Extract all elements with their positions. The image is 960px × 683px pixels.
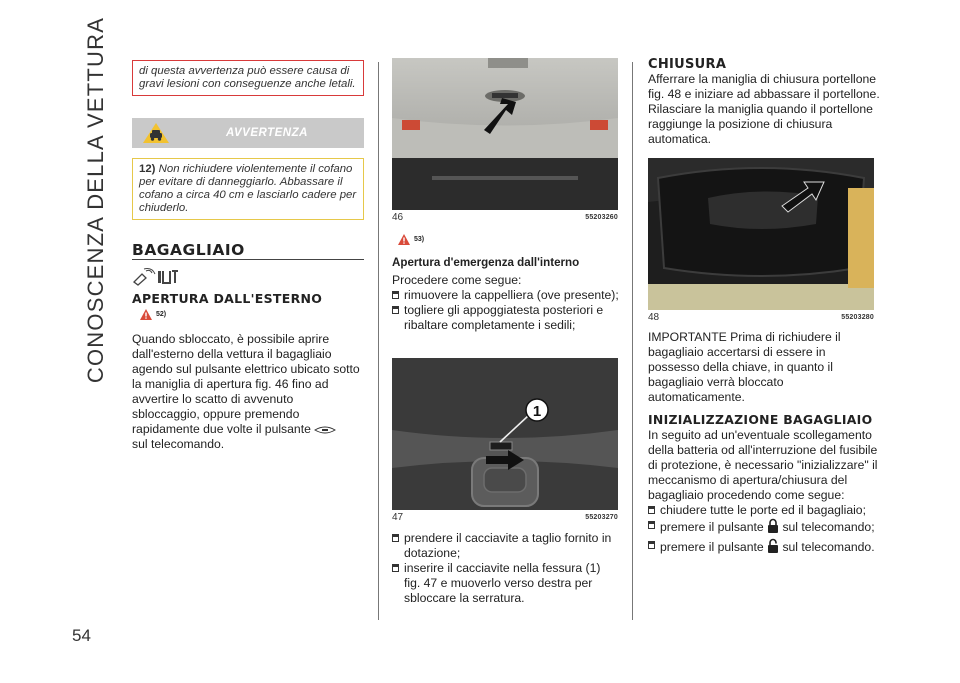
column-divider	[632, 62, 633, 620]
section-title: CONOSCENZA DELLA VETTURA	[83, 16, 108, 384]
ref-number: 52)	[156, 311, 167, 318]
red-note-box	[132, 60, 364, 96]
steps-list-2	[392, 531, 620, 606]
column-divider	[378, 62, 379, 620]
heading-rule	[132, 259, 364, 260]
para-apertura-tail: sul telecomando.	[132, 437, 225, 451]
figure-47-number: 47	[392, 512, 404, 523]
warning-triangle-icon	[140, 309, 152, 320]
ref-warning-2	[398, 234, 424, 245]
warning-triangle-icon	[398, 234, 410, 245]
figure-47-caption	[392, 512, 618, 523]
page-number: 54	[72, 626, 91, 645]
list-item: togliere gli appoggiatesta posteriori e ribaltare completamente i sedili;	[392, 303, 620, 333]
para-inizializzazione	[648, 428, 882, 555]
para-apertura	[132, 332, 364, 452]
figure-46-image	[392, 58, 618, 210]
subheading-apertura-esterno: APERTURA DALL'ESTERNO	[132, 291, 323, 306]
steps-list-1	[392, 273, 620, 333]
warning-title: AVVERTENZA	[226, 127, 308, 139]
list-item-tail: sul telecomando.	[782, 540, 875, 554]
figure-48-image	[648, 158, 874, 310]
warning-number: 12)	[139, 163, 156, 175]
figure-46-number: 46	[392, 212, 404, 223]
section-sidebar	[70, 16, 122, 384]
unlock-icon	[767, 538, 779, 553]
warning-header	[132, 118, 364, 148]
list-item	[648, 518, 882, 535]
heading-inizializzazione: INIZIALIZZAZIONE BAGAGLIAIO	[648, 412, 873, 427]
important-note: IMPORTANTE Prima di richiudere il bagagliaio accertarsi di essere in possesso della chiave, in quanto il bagagliaio verrà bloccato automaticamente.	[648, 330, 841, 404]
lock-icon	[767, 518, 779, 533]
para-apertura-text: Quando sbloccato, è possibile aprire dall'esterno della vettura il bagagliaio agendo sul pulsante elettrico ubicato sotto la maniglia di apertura fig. 46 fino ad avvertire lo scatto di avvenuto sbloccaggio, oppure premendo rapidamente due volte il pulsante	[132, 332, 360, 436]
figure-46-code: 55203260	[585, 214, 618, 221]
para-chiusura: Afferrare la maniglia di chiusura portellone fig. 48 e iniziare ad abbassare il portellone. Rilasciare la maniglia quando il portellone raggiunge la posizione di chiusura automatica.	[648, 72, 880, 146]
electronic-key-icon	[132, 268, 178, 286]
heading-chiusura: CHIUSURA	[648, 57, 727, 72]
car-warning-icon	[142, 122, 170, 144]
list-item-text: premere il pulsante	[660, 520, 764, 534]
figure-46-caption	[392, 212, 618, 223]
list-item	[648, 538, 882, 555]
figure-48-number: 48	[648, 312, 660, 323]
figure-48-caption	[648, 312, 874, 323]
red-note-text: di questa avvertenza può essere causa di gravi lesioni con conseguenze anche letali.	[139, 65, 356, 90]
figure-47-callout: 1	[532, 403, 542, 420]
list-item: inserire il cacciavite nella fessura (1) fig. 47 e muoverlo verso destra per sbloccare la serratura.	[392, 561, 620, 606]
subheading-emergenza: Apertura d'emergenza dall'interno	[392, 256, 580, 269]
figure-48-code: 55203280	[841, 314, 874, 321]
intro-text: Procedere come segue:	[392, 273, 522, 287]
warning-box	[132, 158, 364, 220]
warning-text: Non richiudere violentemente il cofano per evitare di danneggiarlo. Abbassare il cofano a circa 40 cm e lasciarlo cadere per chiuderlo.	[139, 163, 357, 214]
list-item-text: premere il pulsante	[660, 540, 764, 554]
list-item: rimuovere la cappelliera (ove presente);	[392, 288, 620, 303]
figure-47-code: 55203270	[585, 514, 618, 521]
ref-number-2: 53)	[414, 236, 425, 243]
list-item-tail: sul telecomando;	[782, 520, 875, 534]
ref-warning	[140, 309, 166, 320]
list-item: prendere il cacciavite a taglio fornito in dotazione;	[392, 531, 620, 561]
para-inizializzazione-text: In seguito ad un'eventuale scollegamento della batteria od all'interruzione del fusibile di protezione, è necessario "inizializzare" il meccanismo di apertura/chiusura del bagagliaio procedendo come segue:	[648, 428, 878, 502]
double-press-icon	[314, 426, 336, 434]
section-heading-bagagliaio: BAGAGLIAIO	[132, 241, 245, 259]
list-item: chiudere tutte le porte ed il bagagliaio;	[648, 503, 882, 518]
figure-47-image	[392, 358, 618, 510]
